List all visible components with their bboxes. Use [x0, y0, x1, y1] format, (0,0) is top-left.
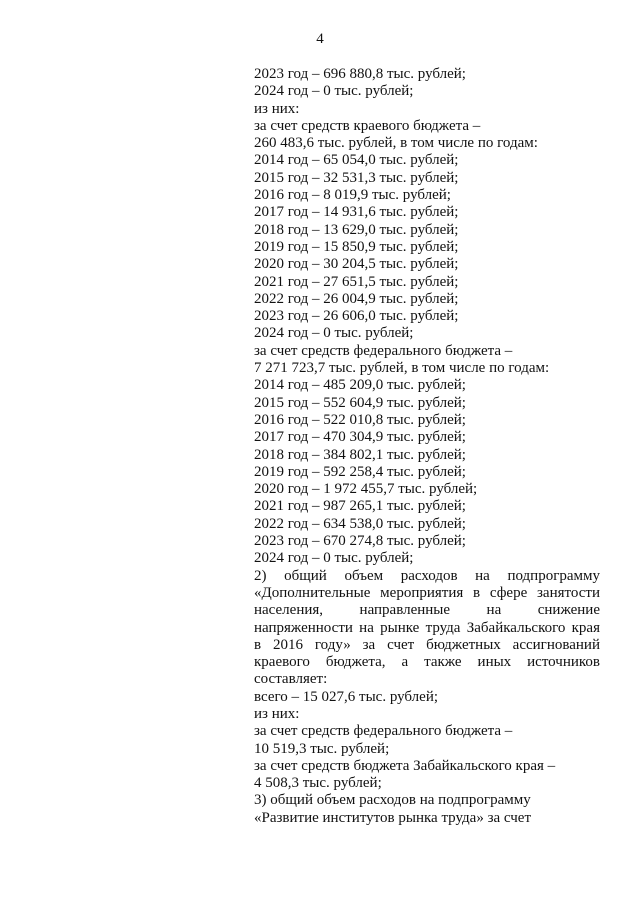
text-line: 2024 год – 0 тыс. рублей;	[254, 83, 414, 100]
text-line: за счет средств федерального бюджета –	[254, 723, 513, 740]
text-line: из них:	[254, 705, 300, 722]
text-line: 2021 год – 27 651,5 тыс. рублей;	[254, 273, 459, 290]
text-line: 2017 год – 14 931,6 тыс. рублей;	[254, 204, 459, 221]
text-line: 2021 год – 987 265,1 тыс. рублей;	[254, 498, 466, 515]
text-line: 2016 год – 522 010,8 тыс. рублей;	[254, 411, 466, 428]
text-line: 2018 год – 13 629,0 тыс. рублей;	[254, 221, 459, 238]
text-line: всего – 15 027,6 тыс. рублей;	[254, 688, 439, 705]
text-line: краевого бюджета, а также иных источников	[254, 654, 600, 671]
text-line: 2022 год – 26 004,9 тыс. рублей;	[254, 290, 459, 307]
text-line: 2015 год – 32 531,3 тыс. рублей;	[254, 169, 459, 186]
text-line: 7 271 723,7 тыс. рублей, в том числе по годам:	[254, 360, 550, 377]
text-line: 10 519,3 тыс. рублей;	[254, 740, 390, 757]
text-line: в 2016 году» за счет бюджетных ассигнований	[254, 636, 600, 653]
text-line: 3) общий объем расходов на подпрограмму	[254, 792, 531, 809]
text-line: населения, направленные на снижение	[254, 602, 600, 619]
text-line: 260 483,6 тыс. рублей, в том числе по годам:	[254, 135, 538, 152]
text-line: за счет средств краевого бюджета –	[254, 117, 481, 134]
text-line: 2023 год – 670 274,8 тыс. рублей;	[254, 533, 466, 550]
text-line: 2023 год – 26 606,0 тыс. рублей;	[254, 308, 459, 325]
text-line: за счет средств бюджета Забайкальского края –	[254, 757, 556, 774]
text-line: 2024 год – 0 тыс. рублей;	[254, 325, 414, 342]
text-line: составляет:	[254, 671, 328, 688]
text-line: 2023 год – 696 880,8 тыс. рублей;	[254, 66, 466, 82]
text-line: «Дополнительные мероприятия в сфере занятости	[254, 584, 600, 601]
text-line: «Развитие институтов рынка труда» за счет	[254, 809, 532, 826]
text-line: из них:	[254, 100, 300, 117]
text-line: 2016 год – 8 019,9 тыс. рублей;	[254, 187, 451, 204]
text-line: 2020 год – 1 972 455,7 тыс. рублей;	[254, 481, 478, 498]
text-line: 2014 год – 485 209,0 тыс. рублей;	[254, 377, 466, 394]
text-line: 2018 год – 384 802,1 тыс. рублей;	[254, 446, 466, 463]
text-line: 2014 год – 65 054,0 тыс. рублей;	[254, 152, 459, 169]
text-line: 2) общий объем расходов на подпрограмму	[254, 567, 600, 584]
text-line: 2024 год – 0 тыс. рублей;	[254, 550, 414, 567]
document-body	[254, 66, 600, 827]
text-line: 2019 год – 592 258,4 тыс. рублей;	[254, 463, 466, 480]
text-line: 4 508,3 тыс. рублей;	[254, 775, 382, 792]
text-line: 2020 год – 30 204,5 тыс. рублей;	[254, 256, 459, 273]
text-line: 2017 год – 470 304,9 тыс. рублей;	[254, 429, 466, 446]
page-number: 4	[316, 31, 324, 47]
text-line: 2022 год – 634 538,0 тыс. рублей;	[254, 515, 466, 532]
text-line: 2019 год – 15 850,9 тыс. рублей;	[254, 238, 459, 255]
text-line: за счет средств федерального бюджета –	[254, 342, 513, 359]
text-line: 2015 год – 552 604,9 тыс. рублей;	[254, 394, 466, 411]
text-line: напряженности на рынке труда Забайкальского края	[254, 619, 600, 636]
